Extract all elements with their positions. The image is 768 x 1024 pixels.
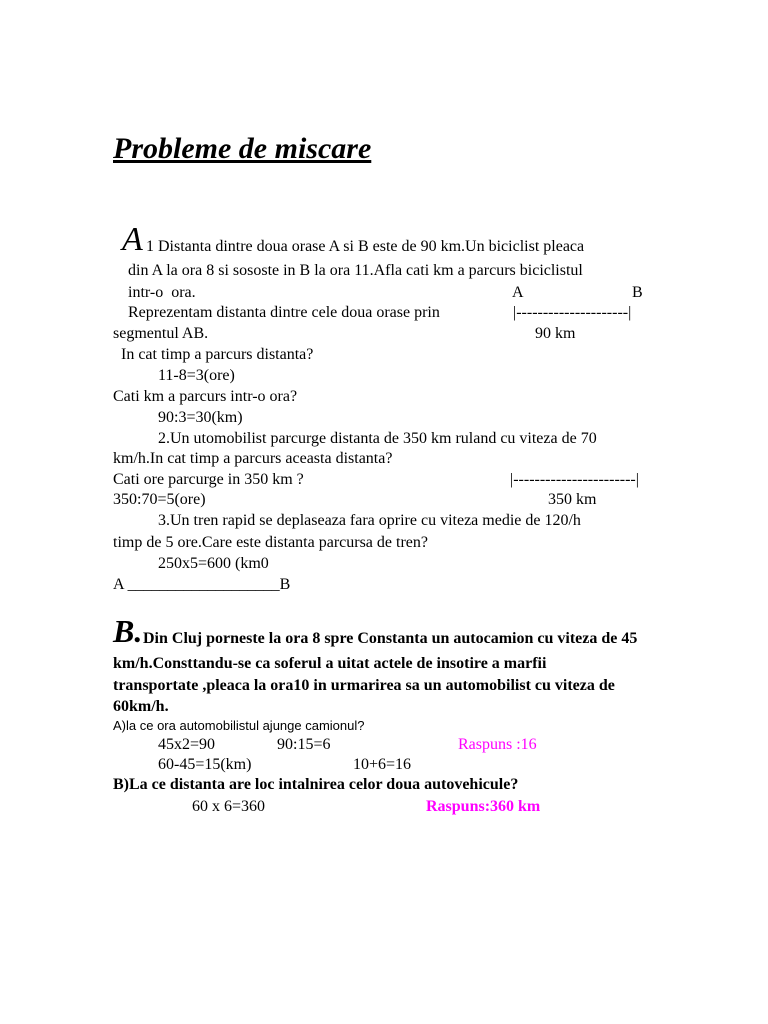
problem-line: 1 Distanta dintre doua orase A si B este de 90 km.Un biciclist pleaca bbox=[146, 238, 585, 255]
segment-line: A ___________________B bbox=[113, 576, 291, 593]
calculation-line: 11-8=3(ore) bbox=[158, 367, 235, 384]
diagram-distance: 350 km bbox=[548, 491, 597, 508]
calculation-line: 45x2=90 bbox=[158, 736, 216, 753]
answer-text: Raspuns:360 km bbox=[426, 798, 541, 815]
question-line: B)La ce distanta are loc intalnirea celor doua autovehicule? bbox=[113, 776, 519, 793]
problem-line: 3.Un tren rapid se deplaseaza fara oprire cu viteza medie de 120/h bbox=[158, 512, 581, 529]
section-a-marker: A bbox=[122, 221, 143, 258]
problem-line: km/h.In cat timp a parcurs aceasta distanta? bbox=[113, 450, 393, 467]
question-line: A)la ce ora automobilistul ajunge camionul? bbox=[113, 718, 365, 733]
diagram-distance: 90 km bbox=[535, 325, 576, 342]
question-line: Cati km a parcurs intr-o ora? bbox=[113, 388, 298, 405]
calculation-line: 60 x 6=360 bbox=[192, 798, 266, 815]
problem-line: 2.Un utomobilist parcurge distanta de 350 km ruland cu viteza de 70 bbox=[158, 430, 597, 447]
calculation-line: 90:15=6 bbox=[277, 736, 331, 753]
problem-line: timp de 5 ore.Care este distanta parcursa de tren? bbox=[113, 534, 428, 551]
diagram-label-b: B bbox=[632, 284, 643, 301]
problem-line: intr-o ora. bbox=[128, 284, 196, 301]
problem-line: transportate ,pleaca la ora10 in urmarirea sa un automobilist cu viteza de bbox=[113, 677, 615, 694]
answer-text: Raspuns :16 bbox=[458, 736, 537, 753]
problem-line: Reprezentam distanta dintre cele doua orase prin bbox=[128, 304, 440, 321]
problem-line: segmentul AB. bbox=[113, 325, 209, 342]
problem-line: din A la ora 8 si sososte in B la ora 11.Afla cati km a parcurs biciclistul bbox=[128, 262, 583, 279]
page-title: Probleme de miscare bbox=[113, 132, 372, 165]
question-line: Cati ore parcurge in 350 km ? bbox=[113, 471, 304, 488]
problem-line: Din Cluj porneste la ora 8 spre Constanta un autocamion cu viteza de 45 bbox=[143, 630, 638, 647]
diagram-segment: |---------------------| bbox=[513, 304, 632, 321]
problem-line: km/h.Consttandu-se ca soferul a uitat actele de insotire a marfii bbox=[113, 655, 547, 672]
question-line: In cat timp a parcurs distanta? bbox=[121, 346, 314, 363]
calculation-line: 60-45=15(km) bbox=[158, 756, 252, 773]
calculation-line: 90:3=30(km) bbox=[158, 409, 243, 426]
diagram-label-a: A bbox=[512, 284, 524, 301]
section-b-marker: B. bbox=[113, 613, 143, 649]
problem-line: 60km/h. bbox=[113, 698, 169, 715]
diagram-segment: |-----------------------| bbox=[510, 471, 639, 488]
calculation-line: 350:70=5(ore) bbox=[113, 491, 206, 508]
calculation-line: 10+6=16 bbox=[353, 756, 412, 773]
calculation-line: 250x5=600 (km0 bbox=[158, 555, 269, 572]
